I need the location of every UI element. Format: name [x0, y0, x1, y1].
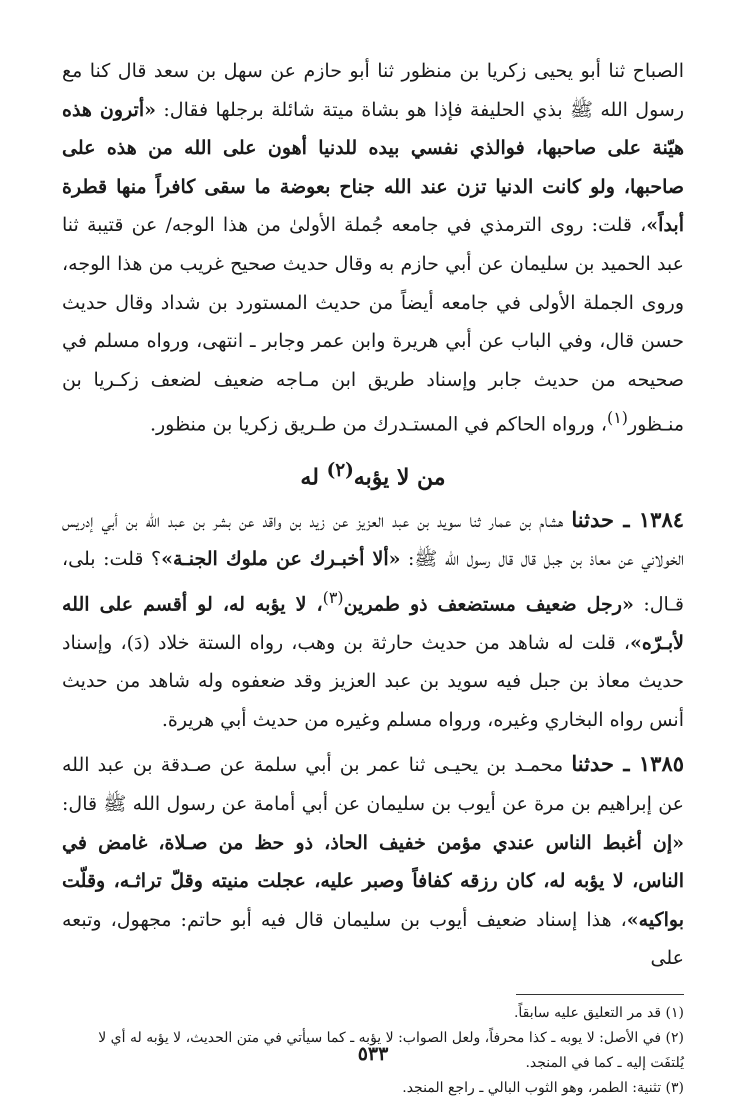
footnote-2: (٢) في الأصل: لا يوبه ـ كذا محرفاً، ولعل الصواب: لا يؤبه ـ كما سيأتي في متن الحديث، لا يؤبه له أي لا يُلتفَت إليه ـ كما في المنجد.: [98, 1030, 684, 1072]
footnote-1: (١) قد مر التعليق عليه سابقاً.: [513, 1005, 684, 1022]
heading-text-end: له: [300, 464, 327, 491]
footnote-ref-3: (٣): [322, 587, 344, 607]
prophetic-text: «إن أغبط الناس عندي مؤمن خفيف الحاذ، ذو حظ من صـلاة، غامض في الناس، لا يؤبه له، كان رزقه كفافاً وصبر عليه، عجلت منيته وقلّ تراثـه، وقلّت بواكيه»: [62, 831, 684, 931]
hadith-number: ١٣٨٥ ـ حدثنا: [571, 751, 685, 777]
isnad-text: محمـد بن يحيـى ثنا عمر بن أبي سلمة عن صـدقة بن عبد الله عن إبراهيم بن مرة عن أيوب بن سليمان عن أبي أمامة عن رسول الله ﷺ قال:: [62, 754, 684, 816]
intro-paragraph: [62, 52, 684, 444]
prophetic-text: ، لا يؤبه له، لو أقسم على الله لأبـرّه»: [62, 593, 684, 654]
footnote-divider: [516, 994, 684, 995]
hadith-1384: [62, 501, 684, 740]
prophetic-text: «أترون هذه هيّنة على صاحبها، فوالذي نفسي بيده للدنيا أهون على الله من هذه على صاحبها، ولو كانت الدنيا تزن عند الله جناح بعوضة ما سقى كافراً منها قطرة أبداً»: [62, 98, 684, 237]
hadith-1385: [62, 745, 684, 978]
isnad-text: هشام بن عمار ثنا سويد بن عبد العزيز عن زيد بن واقد عن بشر بن عبد الله بن أبي إدريس الخولاني عن معاذ بن جبل قال قال رسول الله ﷺ:: [62, 509, 684, 571]
commentary-text: ، هذا إسناد ضعيف أيوب بن سليمان قال فيه أبو حاتم: مجهول، وتبعه على: [62, 908, 684, 970]
hadith-number: ١٣٨٤ ـ حدثنا: [571, 506, 685, 532]
commentary-text-end: ، ورواه الحاكم في المستـدرك من طـريق زكريا بن منظور.: [149, 413, 608, 436]
footnote-3: (٣) تثنية: الطمر، وهو الثوب البالي ـ راجع المنجد.: [402, 1080, 684, 1097]
prophetic-text: «ألا أخبـرك عن ملوك الجنـة»: [161, 548, 401, 571]
intro-text: الصباح ثنا أبو يحيى زكريا بن منظور ثنا أبو حازم عن سهل بن سعد قال كنا مع رسول الله ﷺ بذي الحليفة فإذا هو بشاة ميتة شائلة برجلها فقال:: [62, 60, 685, 121]
footnote-ref-2: (٢): [326, 460, 354, 482]
prophetic-text: «رجل ضعيف مستضعف ذو طمرين: [343, 593, 634, 616]
commentary-text: ، قلت: روى الترمذي في جامعه جُملة الأولىٰ من هذا الوجه/ عن قتيبة ثنا عبد الحميد بن سليمان عن أبي حازم به وقال حديث صحيح غريب من هذا الوجه، وروى الجملة الأولى في جامعه أيضاً من حديث المستورد بن شداد وقال حديث حسن قال، وفي الباب عن أبي هريرة وابن عمر وجابر ـ انتهى، ورواه مسلم في صحيحه من حديث جابر وإسناد طريق ابن مـاجه ضعيف لضعف زكـريا بن منـظور: [62, 214, 684, 436]
chapter-heading: [62, 456, 684, 492]
footnote-ref-1: (١): [607, 408, 628, 428]
isnad-text: ؟ قلت: بلى، قـال:: [62, 548, 684, 616]
heading-text: من لا يؤبه: [353, 464, 446, 491]
page-number: ٥٣٣: [357, 1043, 389, 1065]
commentary-text: ، قلت له شاهد من حديث حارثة بن وهب، رواه الستة خلاد (دَ)، وإسناد حديث معاذ بن جبل فيه سويد بن عبد العزيز وقد ضعفوه وله شاهد من حديث أنس رواه البخاري وغيره، ورواه مسلم وغيره من حديث أبي هريرة.: [62, 631, 684, 731]
